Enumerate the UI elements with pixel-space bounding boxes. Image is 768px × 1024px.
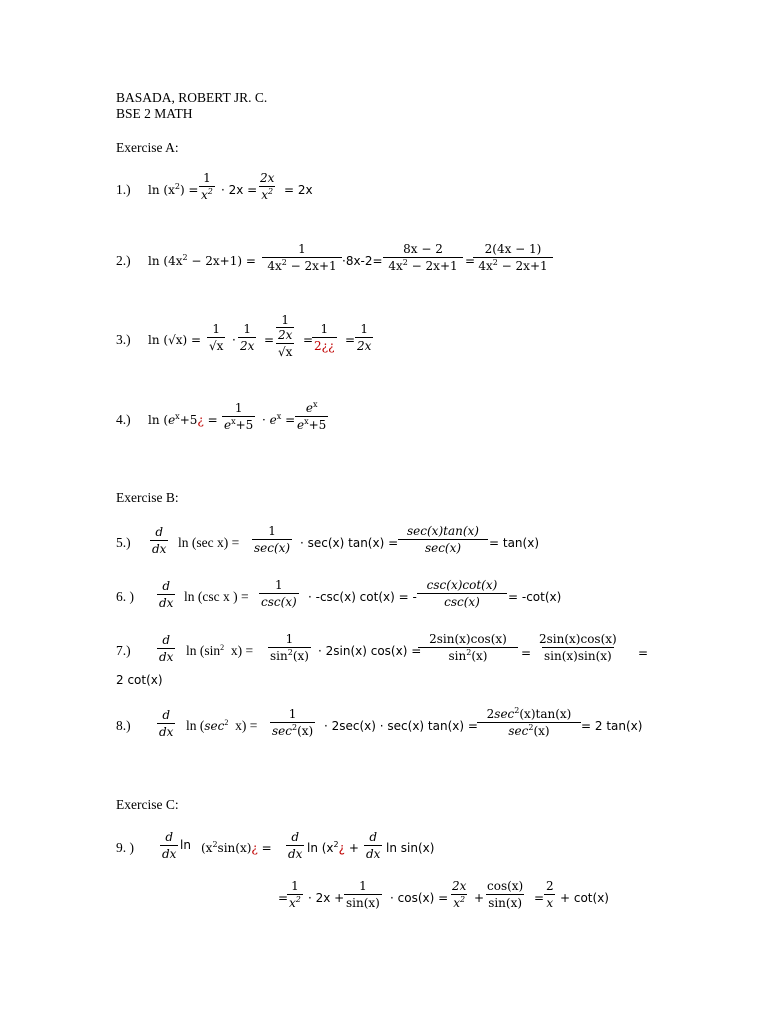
section-title-exercise-a: Exercise A: <box>116 140 179 155</box>
item-number-3: 3.) <box>116 332 131 347</box>
exercise-5-derivative: $\frac{d}{dx}$ <box>152 525 167 556</box>
exercise-9-line2-mid-2: · cos(x) = <box>390 891 449 905</box>
exercise-8-mid: · 2sec(x) · sec(x) tan(x) = <box>324 719 478 733</box>
exercise-9-fraction-1: $\frac{1}{x^2}$ <box>289 879 301 910</box>
exercise-7-derivative: $\frac{d}{dx}$ <box>159 633 174 664</box>
exercise-3-equals-3: = <box>345 333 356 347</box>
exercise-9-plus: + <box>474 891 485 905</box>
exercise-9-fraction-5: $\frac{2}{x}$ <box>546 879 554 910</box>
exercise-3-equals-2: = <box>303 333 314 347</box>
exercise-9-ln: ln <box>180 838 191 852</box>
exercise-5-fraction-2: sec(x)tan(x) sec(x) <box>398 524 488 555</box>
exercise-4-lhs: $\ln (e^x+5¿$ = <box>148 412 218 427</box>
course-label: BSE 2 MATH <box>116 106 193 121</box>
exercise-5-result: = tan(x) <box>489 536 539 550</box>
exercise-9-derivative-3: $\frac{d}{dx}$ <box>366 830 381 861</box>
exercise-1-mid: · 2x = <box>221 183 258 197</box>
exercise-7-fraction-2: $\frac{2\sin(x)\cos(x)}{\sin^2(x)}$ <box>418 632 518 663</box>
exercise-4-fraction-2: $\frac{e^x}{e^x+5}$ <box>297 400 327 432</box>
exercise-2-fraction-1: $\frac{1}{4x^2 - 2x+1}$ <box>262 242 342 273</box>
exercise-2-equals: = <box>465 254 476 268</box>
exercise-9-rhs-2: ln sin(x) <box>386 841 435 855</box>
student-name: BASADA, ROBERT JR. C. <box>116 90 268 105</box>
exercise-9-derivative: $\frac{d}{dx}$ <box>162 830 177 861</box>
exercise-2-fraction-2: $\frac{8x - 2}{4x^2 - 2x+1}$ <box>384 242 462 273</box>
exercise-3-fraction-3: $\frac{1}{2¿¿}$ <box>314 322 335 353</box>
exercise-6-derivative: $\frac{d}{dx}$ <box>159 579 174 610</box>
exercise-4-fraction-1: $\frac{1}{e^x+5}$ <box>224 401 254 432</box>
exercise-9-lhs-arg: ($x^2\sin(x)¿$ = <box>201 840 272 855</box>
item-number-4: 4.) <box>116 412 131 427</box>
exercise-6-mid: · -csc(x) cot(x) = - <box>308 590 417 604</box>
exercise-7-equals-1: = <box>521 646 532 660</box>
exercise-9-fraction-4: $\frac{\cos(x)}{\sin(x)}$ <box>487 879 524 910</box>
item-number-8: 8.) <box>116 718 131 733</box>
exercise-3-fraction-4: $\frac{1}{2x}$ <box>357 322 372 353</box>
exercise-7-mid: · 2sin(x) cos(x) = <box>318 644 422 658</box>
exercise-9-result: + cot(x) <box>560 891 609 905</box>
exercise-5-lhs: ln (sec x) = <box>178 535 240 550</box>
exercise-3-fraction-1: $\frac{1}{√x}$ <box>209 322 224 353</box>
item-number-2: 2.) <box>116 253 131 268</box>
exercise-8-fraction-1: 1 $\sec^2(x)$ <box>272 707 314 738</box>
exercise-1-result: = 2x <box>284 183 313 197</box>
exercise-8-derivative: $\frac{d}{dx}$ <box>159 708 174 739</box>
exercise-5-fraction-1: 1 sec(x) <box>254 524 291 555</box>
exercise-6-lhs: ln (csc x ) = <box>184 589 249 604</box>
exercise-6-result: = -cot(x) <box>508 590 562 604</box>
exercise-9-rhs-1: $\ln (x^2¿$ + <box>307 840 359 855</box>
exercise-3-compound-fraction: 1 2x √x <box>277 313 293 359</box>
item-number-7: 7.) <box>116 643 131 658</box>
item-number-5: 5.) <box>116 535 131 550</box>
exercise-7-fraction-1: $\frac{1}{\sin^2(x)}$ <box>270 632 309 663</box>
exercise-6-fraction-2: csc(x)cot(x) csc(x) <box>417 578 507 609</box>
section-title-exercise-b: Exercise B: <box>116 490 179 505</box>
exercise-2-lhs: $\ln (4x^2 - 2x+1)$ = <box>148 253 256 268</box>
exercise-8-result: = 2 tan(x) <box>581 719 643 733</box>
item-number-1: 1.) <box>116 182 131 197</box>
exercise-4-mid: · $e^x$ = <box>262 412 296 427</box>
exercise-5-mid: · sec(x) tan(x) = <box>300 536 399 550</box>
exercise-1-lhs: $\ln (x^2)$ = <box>148 182 199 197</box>
exercise-9-fraction-3: $\frac{2x}{x^2}$ <box>452 879 467 910</box>
section-title-exercise-c: Exercise C: <box>116 797 179 812</box>
exercise-7-equals-2: = <box>638 646 649 660</box>
exercise-9-derivative-2: $\frac{d}{dx}$ <box>288 830 303 861</box>
exercise-9-line2-equals: = <box>278 891 289 905</box>
exercise-2-fraction-3: $\frac{2(4x - 1)}{4x^2 - 2x+1}$ <box>474 242 552 273</box>
exercise-3-equals-1: = <box>264 333 275 347</box>
exercise-2-mid: ·8x-2= <box>342 254 383 268</box>
exercise-7-fraction-3: $\frac{2\sin(x)\cos(x)}{\sin(x)\sin(x)}$ <box>539 632 617 663</box>
exercise-7-result: 2 cot(x) <box>116 673 163 687</box>
exercise-8-fraction-2: $2\sec^2(x)\tan(x)$ $\sec^2(x)$ <box>477 707 581 738</box>
item-number-9: 9. ) <box>116 840 134 855</box>
exercise-6-fraction-1: 1 csc(x) <box>261 578 297 609</box>
exercise-1-fraction-1: $\frac{1}{x^2}$ <box>201 171 213 202</box>
exercise-9-equals-2: = <box>534 891 545 905</box>
exercise-3-dot: · <box>232 333 236 347</box>
exercise-3-fraction-2: $\frac{1}{2x}$ <box>240 322 255 353</box>
exercise-8-lhs: $\ln (\sec^2$ x) = <box>186 718 258 733</box>
item-number-6: 6. ) <box>116 589 134 604</box>
exercise-9-fraction-2: $\frac{1}{\sin(x)}$ <box>346 879 380 910</box>
exercise-9-line2-mid-1: · 2x + <box>308 891 345 905</box>
exercise-3-lhs: ln (√x) = <box>148 333 202 347</box>
exercise-7-lhs: $\ln (\sin^2$ x) = <box>186 643 254 658</box>
exercise-1-fraction-2: $\frac{2x}{x^2}$ <box>260 171 275 202</box>
